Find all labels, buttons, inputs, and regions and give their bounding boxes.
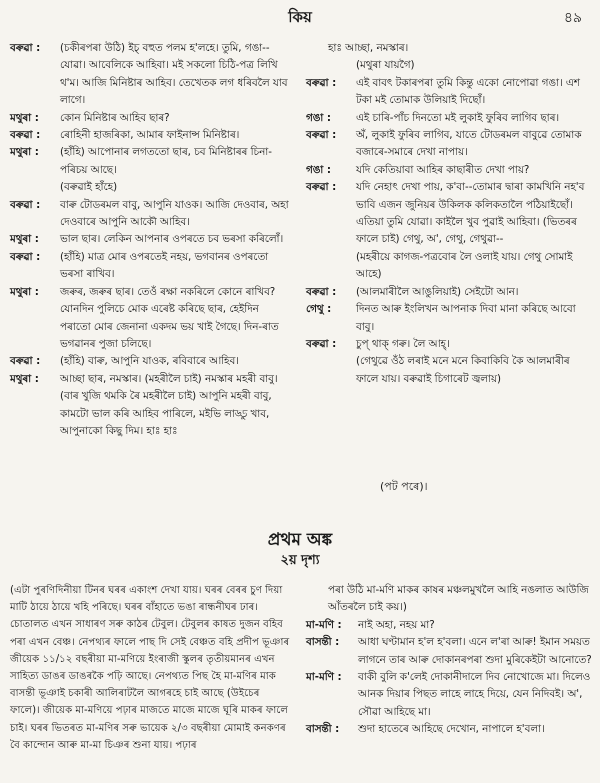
dialogue-text: (চকীৰপৰা উঠি) ইচ্ বহুত পলম হ'লহে। তুমি, গঙা--যোৱা। আবেলিকে আহিবা। মই সকলো চিঠি-পত্ৰ লিখি থ'ম। আজি মিনিষ্টাৰ আহিব। তেখেতক লগ ধৰিবলৈ যাব লাগে।	[60, 42, 288, 107]
dialogue-text: আচ্ছা ছাৰ, নমস্কাৰ। (মহৰীলৈ চাই) নমস্কাৰ মহৰী বাবু। (বাৰ খুজি থমকি ৰৈ মহৰীলৈ চাই) আপুনি মহৰী বাবু, কামটো ভাল কৰি আহিব পাৰিলে, মইভি লাড্ডু খাব, আপুনাকো কিছু দিম। হাঃ হাঃ	[60, 372, 278, 437]
running-title: কিয়	[288, 8, 312, 26]
dialogue-line	[306, 634, 592, 669]
dialogue-text: যদি নেহাৎ দেখা পায়, ক'বা--তোমাৰ দ্বাৰা কামখিনি নহ'ব ভাবি এজন জুনিয়ৰ উকিলক কলিকতালৈ পঠিয়াইছোঁ। এতিয়া তুমি যোৱা। কাইলৈ খুব পুৱাই আহিবা। (ভিতৰৰ ফালে চাই) গেথু, অ', গেথু, গেথুৱা--	[356, 181, 585, 246]
dialogue-text: অঁ, লুকাই ফুৰিব লাগিব, যাতে টোডৰমল বাবুৱে তোমাক বজাৰে-সমাৰে দেখা নাপায়।	[356, 129, 582, 159]
dialogue-line	[306, 75, 592, 110]
dialogue-text: (আলমাৰীলৈ আঙুলিয়াই) সেইটো আন।	[356, 285, 519, 298]
speaker-name: মথুৰা :	[10, 146, 39, 159]
dialogue-text: চুপ্ থাক্ গৰু। লৈ আহ্।	[356, 337, 450, 350]
dialogue-line	[306, 669, 592, 721]
stage-direction: (বৰুৱাই হাঁহে)	[60, 181, 118, 194]
dialogue-text: শুদা হাতেৰে আহিছে দেখোন, নাপালে হ'বলা।	[358, 723, 545, 736]
speaker-name: বৰুৱা :	[10, 355, 41, 368]
curtain-note: (পট পৰে)।	[380, 480, 428, 493]
dialogue-column-left	[10, 40, 292, 440]
dialogue-text: (হাঁহি) বাৰু, আপুনি যাওক, ৰবিবাৰে আহিব।	[60, 355, 239, 368]
speaker-name: বৰুৱা :	[10, 129, 41, 142]
stage-direction: পৰা উঠি মা-মণি মাকৰ কাষৰ মঞ্চলমুখলৈ আহি নঙলাত আউজি আঁতৰলৈ চাই কয়।)	[328, 584, 589, 614]
dialogue-line	[306, 284, 592, 301]
dialogue-text: কোন মিনিষ্টাৰ আহিব ছাৰ?	[60, 111, 170, 124]
dialogue-text: ভাল ছাৰ। লেকিন আপনাৰ ওপৰতে চব ভৰসা কৰিলোঁ।	[60, 233, 284, 246]
dialogue-line	[10, 127, 292, 144]
dialogue-text: যদি কেতিয়াবা আহিৰ কাছাৰীত দেখা পায়?	[356, 163, 530, 176]
dialogue-line	[10, 144, 292, 179]
dialogue-line	[10, 371, 292, 441]
speaker-name: বৰুৱা :	[306, 181, 337, 194]
dialogue-text: ৰোহিনী হাজৰিকা, আমাৰ ফাইনান্স মিনিষ্টাৰ।	[60, 129, 240, 142]
dialogue-line	[10, 197, 292, 232]
dialogue-line	[10, 40, 292, 110]
dialogue-line	[10, 353, 292, 370]
page-number: ৪৯	[563, 10, 582, 26]
dialogue-text: আধা ঘণ্টামান হ'ল হ'বলা। এনে ল'ৰা আৰু! ইমান সময়ত লাগনে তাৰ আৰু দোকানৰপৰা শুদা মুৰিকেইটা আনোতে?	[358, 636, 592, 666]
speaker-name: বৰুৱা :	[10, 250, 41, 263]
act-heading: প্ৰথম অঙ্ক	[267, 530, 333, 550]
dialogue-text: দিনত আৰু ইংলিখন আপনাক দিবা মানা কৰিছে আবো বাবু।	[356, 303, 576, 333]
dialogue-line	[306, 127, 592, 162]
dialogue-text: বাকী বুলি ক'লেই দোকানীদালে দিব নোখোজে মা। দিলেও আনক দিয়াৰ পিছত লাহে লাহে দিয়ে, যেন নিদিবই। অ', সৌৱা আহিছে মা।	[358, 671, 591, 718]
dialogue-line	[306, 179, 592, 249]
speaker-name: বৰুৱা :	[306, 285, 337, 298]
speaker-name: মথুৰা :	[10, 111, 39, 124]
speaker-name: বৰুৱা :	[306, 76, 337, 89]
dialogue-line	[306, 110, 592, 127]
speaker-name: গেথু :	[306, 303, 332, 316]
speaker-name: বাসন্তী :	[306, 636, 340, 649]
dialogue-column-bottom-right	[306, 582, 592, 739]
dialogue-text: নাই অহা, নহয় মা?	[358, 618, 435, 631]
scene-heading: ২য় দৃশ্য	[280, 553, 320, 568]
dialogue-text: (হাঁহি) মাত্ৰ মোৰ ওপৰতেই নহয়, ভগবানৰ ওপৰতো ভৰসা ৰাখিব।	[60, 250, 269, 281]
dialogue-line	[10, 284, 292, 354]
dialogue-text: বাৰু টোডৰমল বাবু, আপুনি যাওক। আজি দেওবাৰ, অহা দেওবাৰে আপুনি আকৌ আহিব।	[60, 198, 289, 229]
dialogue-line	[306, 617, 592, 634]
stage-direction: (মহৰীয়ে কাগজ-পত্ৰবোৰ লৈ ওলাই যায়। গেথু সোমাই আহে)	[356, 250, 573, 281]
speaker-name: বৰুৱা :	[306, 129, 337, 142]
speaker-name: মা-মণি :	[306, 671, 342, 684]
stage-direction: (মথুৰা যায়গৈ)	[356, 59, 415, 72]
stage-direction: (গেথুৱে ওঁঠ লৰাই মনে মনে কিবাকিবি কৈ আলমাৰীৰ ফালে যায়। বৰুৱাই চিগাৰেট জ্বলায়)	[356, 355, 570, 385]
dialogue-line	[10, 110, 292, 127]
dialogue-text: (হাঁহি) আপোনাৰ লগততো ছাৰ, চব মিনিষ্টাৰৰ চিনা-পৰিচয় আছে।	[60, 146, 272, 176]
running-header	[0, 6, 600, 30]
dialogue-line	[306, 301, 592, 336]
speaker-name: গঙা :	[306, 111, 331, 124]
dialogue-line	[306, 336, 592, 353]
dialogue-text: এই বাবৎ টকাৰপৰা তুমি কিন্তু একো নোপোৱা গঙা। এশ টকা মই তোমাক উলিয়াই দিছোঁ।	[356, 76, 580, 107]
stage-direction: হাঃ আচ্ছা, নমস্কাৰ।	[328, 42, 409, 54]
dialogue-column-right	[306, 40, 592, 388]
dialogue-line	[10, 249, 292, 284]
speaker-name: বৰুৱা :	[306, 337, 337, 350]
dialogue-text: এই চাৰি-পাঁচ দিনতো মই লুকাই ফুৰিব লাগিব ছাৰ।	[356, 111, 560, 124]
dialogue-text: জৰুৰ, জৰুৰ ছাৰ। তেওঁ ৰক্ষা নকৰিলে কোনে ৰাখিব? যোনদিন পুলিচে মোক এৰেষ্ট কৰিছে ছাৰ, হেইদিন পৰাতো মোৰ জেনানা একদম ভয় খাই গৈছে। দিন-ৰাত ভগৱানৰ পুজা চলিছে।	[60, 285, 279, 350]
dialogue-line	[306, 162, 592, 179]
speaker-name: বৰুৱা :	[10, 198, 41, 211]
speaker-name: গঙা :	[306, 163, 331, 176]
dialogue-line	[10, 231, 292, 248]
dialogue-line	[306, 721, 592, 738]
speaker-name: মথুৰা :	[10, 372, 39, 385]
speaker-name: মা-মণি :	[306, 618, 342, 631]
scene-stage-direction: (এটা পুৰণিদিনীয়া টিনৰ ঘৰৰ একাংশ দেখা যায়। ঘৰৰ বেৰৰ চুণ দিয়া মাটি ঠায়ে ঠায়ে খহি পৰিছে। ঘৰৰ বাঁহাতে ভঙা ৰান্ধনীঘৰ ঢাৰ। চোতালত এখন সাধাৰণ সৰু কাঠৰ টেবুল। টেবুলৰ কাষত দুজন বহিব পৰা এখন বেঞ্চ। নেপথ্যৰ ফালে পাছ দি সেই বেঞ্চত বহি প্ৰদীপ ভূঞাৰ জীয়েক ১১/১২ বছৰীয়া মা-মণিয়ে ইংৰাজী স্কুলৰ তৃতীয়মানৰ এখন সাহিত্য ডাঙৰ ডাঙৰকৈ পঢ়ি আছে। নেপথ্যত পিছ হৈ মা-মণিৰ মাক বাসন্তী ভূঞাই চকাৰী আলিৰাটলৈ আগৰহে চাই আছে (উইচেৰ ফালে)। জীয়েক মা-মণিয়ে পঢ়াৰ মাজতে মাজে মাজে ঘূৰি মাকৰ ফালে চাই। ঘৰৰ ভিতৰত মা-মণিৰ সৰু ভায়েক ২/৩ বছৰীয়া মোমাই কনকণৰ বৈ কান্দোন আৰু মা-মা চিঞৰ শুনা যায়। পঢ়াৰ	[10, 585, 290, 751]
speaker-name: মথুৰা :	[10, 233, 39, 246]
speaker-name: মথুৰা :	[10, 285, 39, 298]
speaker-name: বৰুৱা :	[10, 42, 41, 54]
speaker-name: বাসন্তী :	[306, 723, 340, 736]
